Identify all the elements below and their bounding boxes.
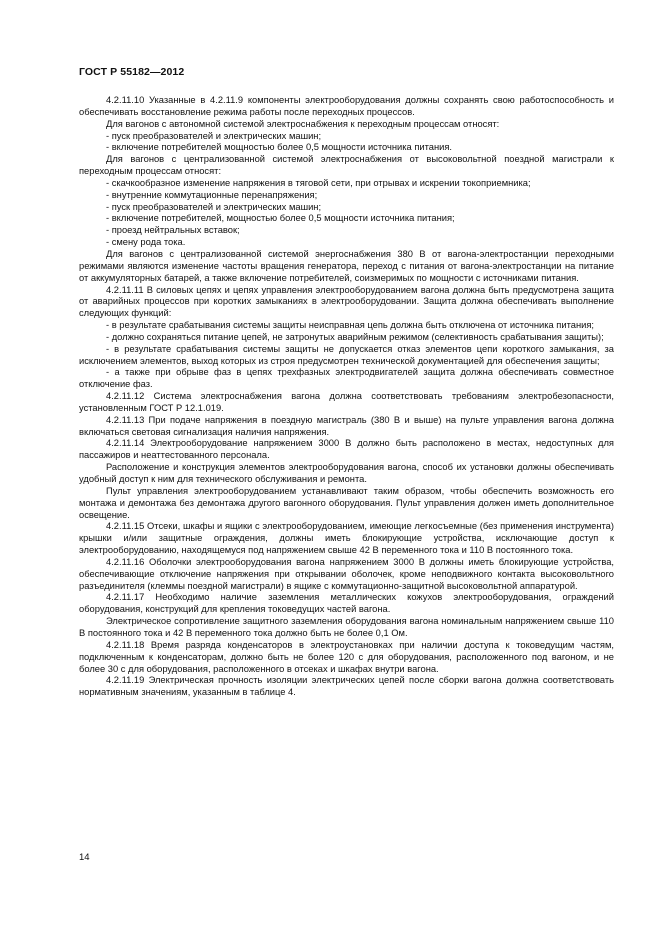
list-item: - пуск преобразователей и электрических машин; (106, 201, 322, 212)
list-item: - внутренние коммутационные перенапряжения; (106, 189, 318, 200)
paragraph: Для вагонов с централизованной системой энергоснабжения 380 В от вагона-электростанции переходными режимами являются изменение частоты вращения генератора, переход с питания от вагона-электростанции на питание от аккумуляторных батарей, а также включение потребителей, соизмеримых по мощности с источниками питания. (79, 248, 614, 283)
list-item: - смену рода тока. (106, 237, 186, 248)
list-item: - включение потребителей мощностью более 0,5 мощности источника питания. (106, 142, 453, 153)
list-item: - включение потребителей, мощностью более 0,5 мощности источника питания; (106, 213, 455, 224)
page-number: 14 (79, 852, 90, 863)
paragraph: 4.2.11.13 При подаче напряжения в поездную магистраль (380 В и выше) на пульте управления вагона должна включаться световая сигнализация наличия напряжения. (79, 414, 614, 437)
paragraph: Для вагонов с автономной системой электроснабжения к переходным процессам относят: (106, 118, 500, 129)
paragraph: Расположение и конструкция элементов электрооборудования вагона, способ их установки должны обеспечивать удобный доступ к ним для технического обслуживания и ремонта. (79, 462, 614, 484)
document-header: ГОСТ Р 55182—2012 (79, 66, 185, 78)
paragraph: 4.2.11.10 Указанные в 4.2.11.9 компоненты электрооборудования должны сохранять свою работоспособность и обеспечивать восстановление режима работы после переходных процессов. (79, 95, 614, 117)
list-item: - пуск преобразователей и электрических машин; (106, 130, 322, 141)
paragraph: - в результате срабатывания системы защиты неисправная цепь должна быть отключена от источника питания; (106, 320, 594, 331)
paragraph: Электрическое сопротивление защитного заземления оборудования вагона номинальным напряжением свыше 110 В постоянного тока и 42 В переменного тока должно быть не более 0,1 Ом. (79, 616, 614, 638)
paragraph: - в результате срабатывания системы защиты не допускается отказ элементов цепи короткого замыкания, за исключением элементов, выход которых из строя предусмотрен технической документацией для обеспечения защиты; (79, 343, 614, 366)
paragraph: 4.2.11.14 Электрооборудование напряжением 3000 В должно быть расположено в местах, недоступных для пассажиров и неаттестованного персонала. (79, 438, 614, 461)
paragraph: Пульт управления электрооборудованием устанавливают таким образом, чтобы обеспечить возможность его монтажа и демонтажа без демонтажа другого вагонного оборудования. Пульт управления должен иметь дополнительное освещение. (79, 485, 614, 520)
paragraph: - должно сохраняться питание цепей, не затронутых аварийным режимом (селективность срабатывания защиты); (106, 331, 604, 342)
paragraph: 4.2.11.16 Оболочки электрооборудования вагона напряжением 3000 В должны иметь блокирующие устройства, обеспечивающие отключение напряжения при открывании оболочек, кроме неподвижного контакта высоковольтного разъединителя (клеммы поездной магистрали) в ящике с коммутационно-защитной высоковольтной аппаратурой. (79, 556, 614, 591)
paragraph: - а также при обрыве фаз в цепях трехфазных электродвигателей защита должна обеспечивать совместное отключение фаз. (79, 367, 614, 390)
paragraph: 4.2.11.19 Электрическая прочность изоляции электрических цепей после сборки вагона должна соответствовать нормативным значениям, указанным в таблице 4. (79, 675, 614, 698)
paragraph: Для вагонов с централизованной системой электроснабжения от высоковольтной поездной магистрали к переходным процессам относят: (79, 154, 614, 177)
page-body (79, 95, 614, 699)
paragraph: 4.2.11.12 Система электроснабжения вагона должна соответствовать требованиям электробезопасности, установленным ГОСТ Р 12.1.019. (79, 391, 614, 413)
paragraph: 4.2.11.11 В силовых цепях и цепях управления электрооборудованием вагона должна быть предусмотрена защита от аварийных процессов при коротких замыканиях в электрооборудовании. Защита должна обеспечивать выполнение следующих функций: (79, 284, 614, 319)
paragraph: 4.2.11.17 Необходимо наличие заземления металлических кожухов электрооборудования, ограждений оборудования, конструкций для крепления токоведущих частей вагона. (79, 592, 614, 615)
list-item: - скачкообразное изменение напряжения в тяговой сети, при отрывах и искрении токоприемника; (106, 177, 531, 188)
paragraph: 4.2.11.18 Время разряда конденсаторов в электроустановках при наличии доступа к токоведущим частям, подключенным к конденсаторам, должно быть не более 120 с для оборудования, расположенного под вагоном, и не более 30 с для оборудования, расположенного в отсеках и шкафах внутри вагона. (79, 639, 614, 674)
paragraph: 4.2.11.15 Отсеки, шкафы и ящики с электрооборудованием, имеющие легкосъемные (без применения инструмента) крышки и/или защитные ограждения, должны иметь блокирующие устройства, исключающие доступ к электрооборудованию, находящемуся под напряжением свыше 42 В переменного тока и 110 В постоянного тока. (79, 521, 614, 556)
list-item: - проезд нейтральных вставок; (106, 225, 240, 236)
